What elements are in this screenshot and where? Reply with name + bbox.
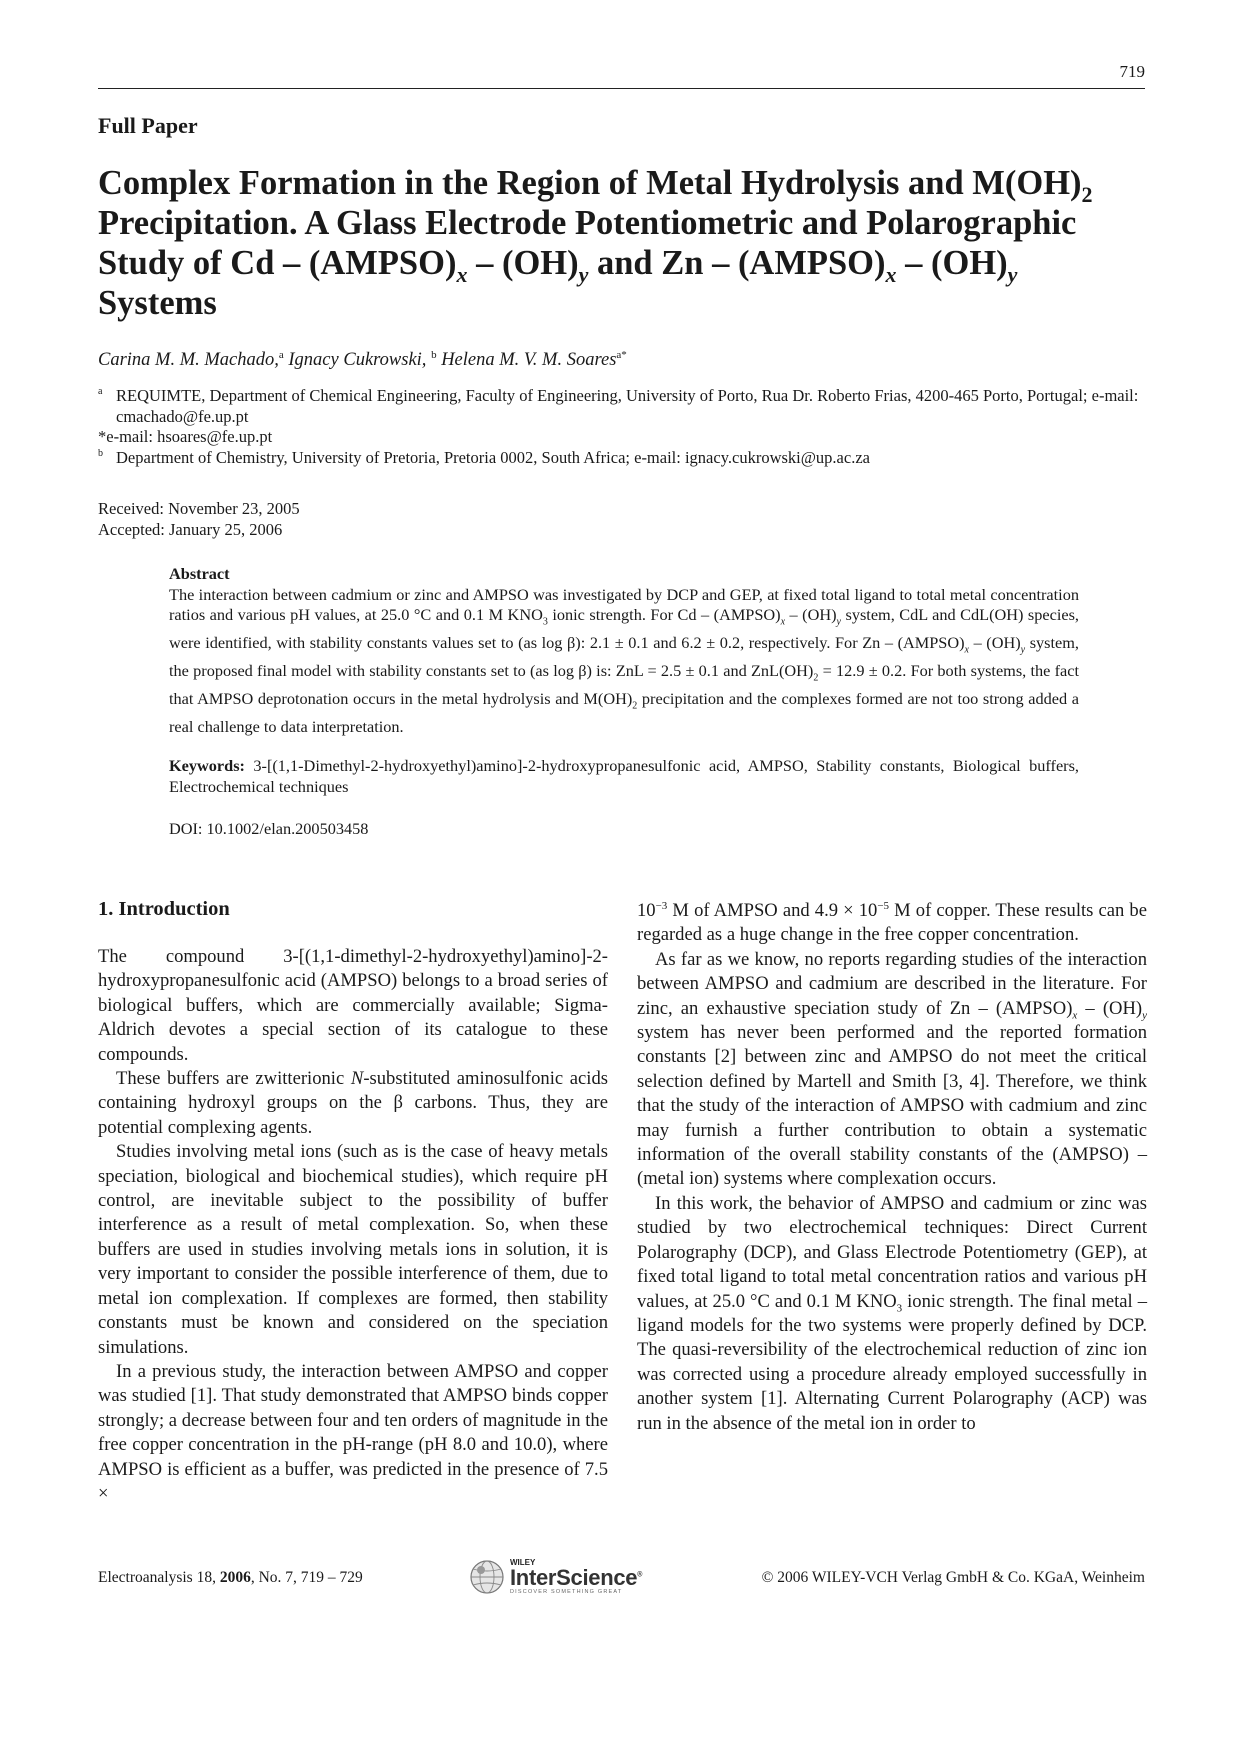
body-paragraph: In this work, the behavior of AMPSO and cadmium or zinc was studied by two electrochemical techniques: Direct Current Polarography (DCP), and Glass Electrode Potentiometry (GEP), at fixed total ligand to total metal concentration ratios and various pH values, at 25.0 °C and 0.1 M $KNO_3$ ionic strength. The final metal – ligand models for the two systems were properly defined by DCP. The quasi-reversibility of the electrochemical reduction of zinc ion was corrected using a procedure already employed successfully in another system [1]. Alternating Current Polarography (ACP) was run in the absence of the metal ion in order to	[637, 1192, 1147, 1434]
body-paragraph: As far as we know, no reports regarding studies of the interaction between AMPSO and cadmium are described in the literature. For zinc, an exhaustive speciation study of Zn – $(AMPSO)_x - (OH)_y$ system has never been performed and the reported formation constants [2] between zinc and AMPSO do not meet the critical selection defined by Martell and Smith [3, 4]. Therefore, we think that the study of the interaction of AMPSO with cadmium and zinc may furnish a further contribution to obtain a systematic information of the overall stability constants of the (AMPSO) – (metal ion) systems where complexation occurs.	[637, 948, 1147, 1190]
logo-tagline: DISCOVER SOMETHING GREAT	[510, 1589, 623, 1595]
body-paragraph: These buffers are zwitterionic N-substituted aminosulfonic acids containing hydroxyl groups on the β carbons. Thus, they are potential complexing agents.	[98, 1068, 609, 1138]
doi-link[interactable]: DOI: 10.1002/elan.200503458	[169, 819, 369, 838]
author-list: Carina M. M. Machado,$^a$ Ignacy Cukrowski, $^b$ Helena M. V. M. Soares$^{a*}$	[98, 349, 627, 371]
journal-citation: Electroanalysis 18, 2006, No. 7, 719 – 729	[98, 1569, 363, 1586]
interscience-logo	[466, 1557, 643, 1597]
keywords: Keywords: 3-[(1,1-Dimethyl-2-hydroxyethyl)amino]-2-hydroxypropanesulfonic acid, AMPSO, Stability constants, Biological buffers, Electrochemical techniques	[169, 756, 1079, 796]
corresponding-email: *e-mail: hsoares@fe.up.pt	[98, 427, 273, 446]
copyright-notice: © 2006 WILEY-VCH Verlag GmbH & Co. KGaA, Weinheim	[761, 1569, 1145, 1586]
section-label: Full Paper	[98, 113, 198, 138]
accepted-date: Accepted: January 25, 2006	[98, 519, 283, 539]
header-rule	[98, 88, 1145, 89]
article-dates	[98, 499, 300, 540]
abstract-heading: Abstract	[169, 564, 230, 583]
body-paragraph: In a previous study, the interaction between AMPSO and copper was studied [1]. That study demonstrated that AMPSO binds copper strongly; a decrease between four and ten orders of magnitude in the free copper concentration in the pH-range (pH 8.0 and 10.0), where AMPSO is efficient as a buffer, was predicted in the presence of 7.5 ×	[98, 1360, 608, 1504]
section-heading-introduction: 1. Introduction	[98, 898, 230, 920]
logo-wiley-text: WILEY	[510, 1558, 536, 1567]
logo-wordmark: InterScience®	[510, 1565, 643, 1590]
paper-title: Complex Formation in the Region of Metal Hydrolysis and $M(OH)_2$ Precipitation. A Glass Electrode Potentiometric and Polarographic Study of Cd – $(AMPSO)_x - (OH)_y$ and Zn – $(AMPSO)_x - (OH)_y$ Systems	[98, 164, 1093, 322]
body-paragraph: The compound 3-[(1,1-dimethyl-2-hydroxyethyl)amino]-2-hydroxypropanesulfonic acid (AMPSO) belongs to a broad series of biological buffers, which are commercially available; Sigma-Aldrich devotes a special section of its catalogue to these compounds.	[98, 946, 608, 1065]
body-paragraph: Studies involving metal ions (such as is the case of heavy metals speciation, biological and biochemical studies), which require pH control, are inevitable subject to the possibility of buffer interference as a result of metal complexation. So, when these buffers are used in studies involving metals ions in solution, it is very important to consider the possible interference of them, due to metal ion complexation. If complexes are formed, then stability constants must be known and considered on the speciation simulations.	[98, 1141, 608, 1358]
affiliations	[98, 386, 1148, 468]
received-date: Received: November 23, 2005	[98, 499, 300, 518]
affiliation-b: b Department of Chemistry, University of Pretoria, Pretoria 0002, South Africa; e-mail: ignacy.cukrowski@up.ac.za	[98, 447, 870, 467]
abstract-text: The interaction between cadmium or zinc and AMPSO was investigated by DCP and GEP, at fixed total ligand to total metal concentration ratios and various pH values, at 25.0 °C and 0.1 M $KNO_3$ ionic strength. For Cd – $(AMPSO)_x - (OH)_y$ system, CdL and CdL(OH) species, were identified, with stability constants values set to (as log β): 2.1 ± 0.1 and 6.2 ± 0.2, respectively. For Zn – $(AMPSO)_x - (OH)_y$ system, the proposed final model with stability constants set to (as log β) is: ZnL = 2.5 ± 0.1 and $ZnL(OH)_2 = 12.9 \pm 0.2$. For both systems, the fact that AMPSO deprotonation occurs in the metal hydrolysis and $M(OH)_2$ precipitation and the complexes formed are not too strong added a real challenge to data interpretation.	[169, 584, 1080, 736]
body-column-left	[98, 897, 608, 1506]
body-paragraph: $10^{-3}$ M of AMPSO and $4.9 \times 10^{-5}$ M of copper. These results can be regarded as a huge change in the free copper concentration.	[637, 899, 1147, 946]
page-number: 719	[1119, 62, 1145, 81]
abstract	[169, 564, 1079, 737]
body-column-right	[637, 899, 1147, 1436]
affiliation-a: a REQUIMTE, Department of Chemical Engineering, Faculty of Engineering, University of Porto, Rua Dr. Roberto Frias, 4200-465 Porto, Portugal; e-mail: cmachado@fe.up.pt	[98, 386, 1139, 426]
globe-icon	[468, 1558, 506, 1596]
